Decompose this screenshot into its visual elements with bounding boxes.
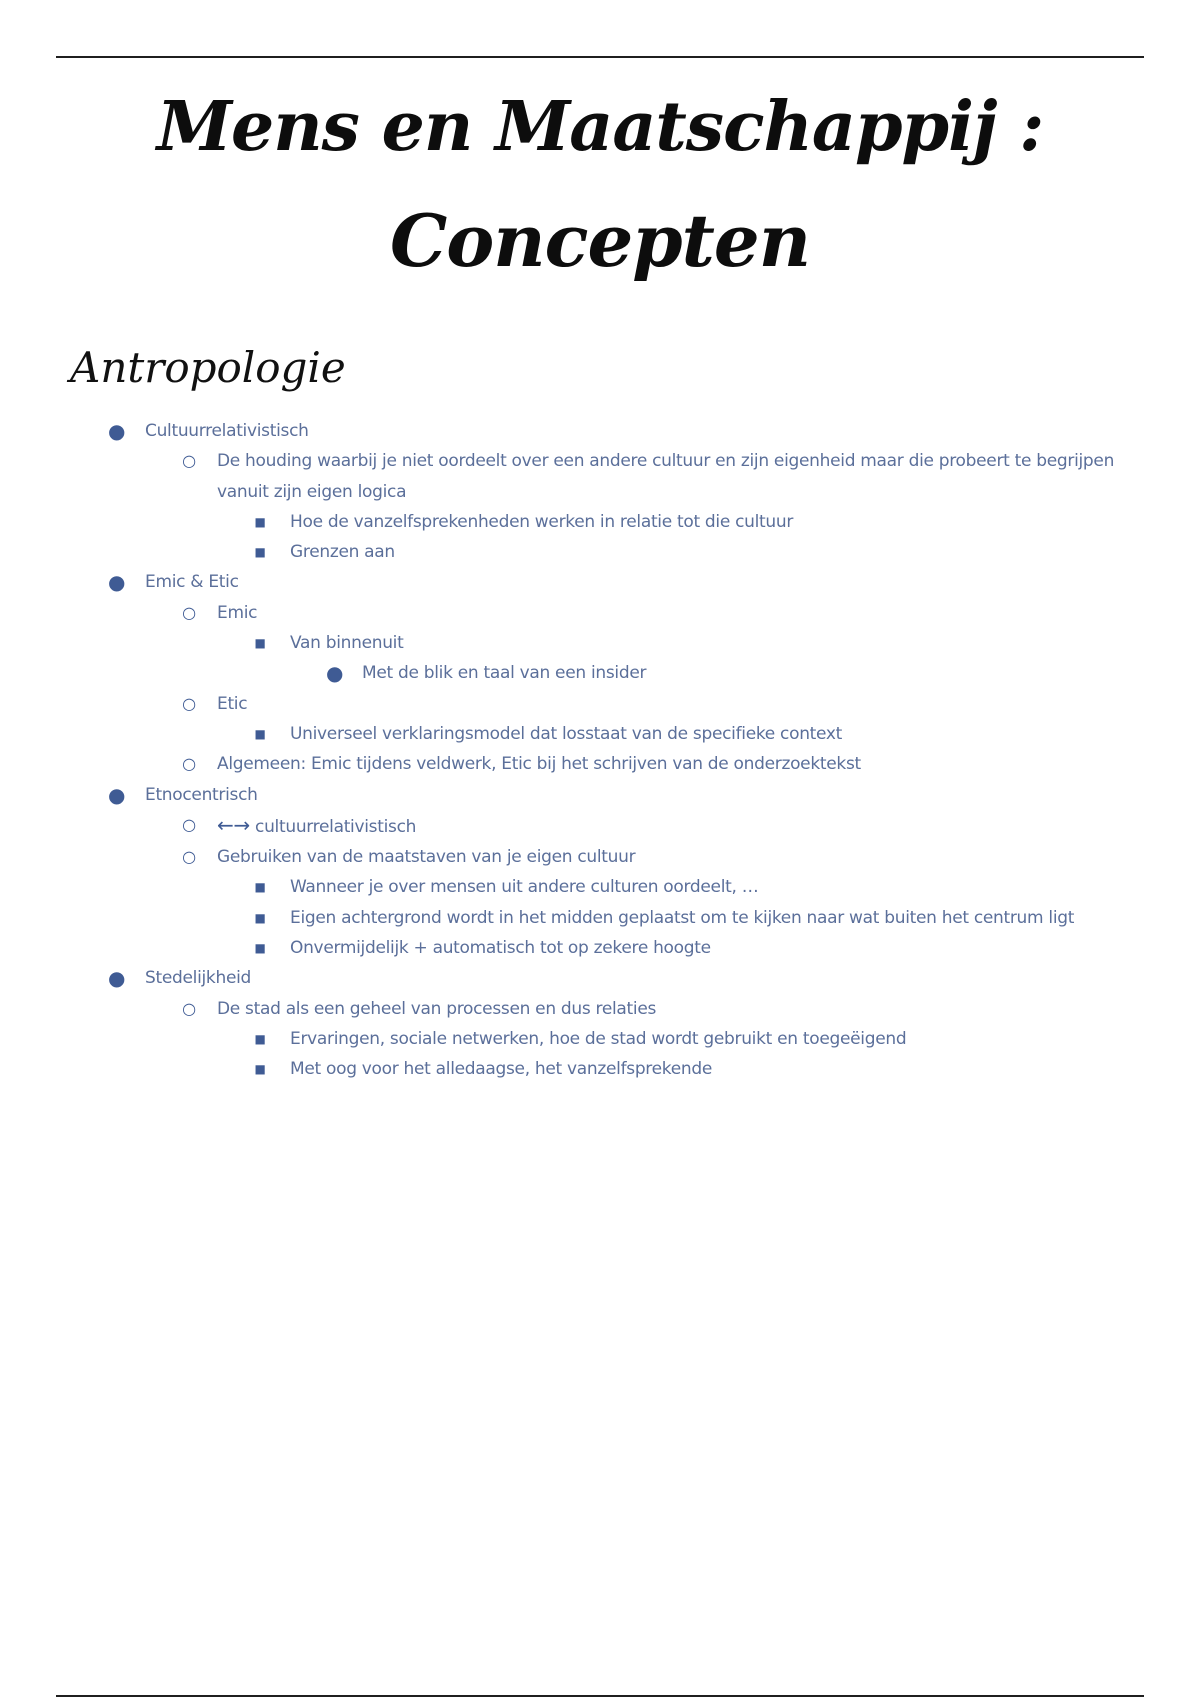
item-text: Eigen achtergrond wordt in het midden geplaatst om te kijken naar wat buiten het centrum ligt bbox=[290, 907, 1075, 928]
filled-circle-bullet-icon: ● bbox=[326, 661, 344, 686]
list-item bbox=[0, 872, 1200, 902]
square-bullet-icon: ■ bbox=[254, 1031, 266, 1046]
item-label: Emic & Etic bbox=[145, 572, 239, 593]
item-text: Universeel verklaringsmodel dat losstaat van de specifieke context bbox=[290, 723, 843, 744]
left-right-arrows-icon: ←→ bbox=[217, 812, 250, 837]
item-text: Onvermijdelijk + automatisch tot op zekere hoogte bbox=[290, 938, 711, 959]
list-item bbox=[0, 598, 1200, 628]
concept-outline bbox=[0, 416, 1200, 1085]
list-item bbox=[0, 903, 1200, 933]
list-item bbox=[0, 719, 1200, 749]
item-label: Cultuurrelativistisch bbox=[145, 421, 309, 441]
item-text: cultuurrelativistisch bbox=[255, 816, 417, 837]
filled-circle-bullet-icon: ● bbox=[108, 419, 126, 443]
item-text: Wanneer je over mensen uit andere culturen oordeelt, … bbox=[290, 877, 759, 898]
item-text: Etic bbox=[217, 693, 248, 714]
hollow-circle-bullet-icon: ○ bbox=[182, 754, 196, 774]
list-item bbox=[0, 628, 1200, 658]
item-text: De stad als een geheel van processen en dus relaties bbox=[217, 998, 657, 1019]
list-item-emic-etic bbox=[0, 567, 1200, 597]
item-label: Stedelijkheid bbox=[145, 968, 252, 989]
item-text: Grenzen aan bbox=[290, 542, 395, 563]
list-item bbox=[0, 933, 1200, 963]
square-bullet-icon: ■ bbox=[254, 941, 266, 956]
item-text: Ervaringen, sociale netwerken, hoe de stad wordt gebruikt en toegeëigend bbox=[290, 1028, 907, 1049]
list-item bbox=[0, 507, 1200, 537]
list-item-stedelijkheid bbox=[0, 963, 1200, 993]
hollow-circle-bullet-icon: ○ bbox=[182, 847, 196, 867]
item-label: Etnocentrisch bbox=[145, 784, 258, 805]
list-item bbox=[0, 658, 1200, 688]
item-text: Algemeen: Emic tijdens veldwerk, Etic bij het schrijven van de onderzoektekst bbox=[217, 754, 861, 775]
filled-circle-bullet-icon: ● bbox=[108, 966, 126, 991]
hollow-circle-bullet-icon: ○ bbox=[182, 602, 196, 622]
item-text: Van binnenuit bbox=[290, 633, 404, 654]
square-bullet-icon: ■ bbox=[254, 1062, 266, 1077]
item-text: Gebruiken van de maatstaven van je eigen cultuur bbox=[217, 847, 636, 868]
section-heading: Antropologie bbox=[70, 343, 346, 392]
list-item bbox=[0, 537, 1200, 567]
page-title-line-1: Mens en Maatschappij : bbox=[156, 87, 1044, 167]
list-item bbox=[0, 749, 1200, 779]
square-bullet-icon: ■ bbox=[254, 910, 266, 925]
top-rule bbox=[56, 56, 1144, 58]
item-text: De houding waarbij je niet oordeelt over een andere cultuur en zijn eigenheid maar die probeert te begrijpen vanuit zijn eigen logica bbox=[217, 451, 1115, 502]
item-text: Met oog voor het alledaagse, het vanzelfsprekende bbox=[290, 1059, 713, 1080]
filled-circle-bullet-icon: ● bbox=[108, 782, 126, 807]
hollow-circle-bullet-icon: ○ bbox=[182, 693, 196, 713]
list-item-cultuurrelativistisch bbox=[0, 416, 1200, 446]
list-item bbox=[0, 689, 1200, 719]
square-bullet-icon: ■ bbox=[254, 636, 266, 651]
filled-circle-bullet-icon: ● bbox=[108, 570, 126, 595]
list-item bbox=[0, 446, 1200, 507]
list-item bbox=[0, 1054, 1200, 1084]
bottom-rule bbox=[56, 1695, 1144, 1697]
item-text: Hoe de vanzelfsprekenheden werken in relatie tot die cultuur bbox=[290, 511, 794, 532]
hollow-circle-bullet-icon: ○ bbox=[182, 998, 196, 1018]
list-item bbox=[0, 810, 1200, 842]
hollow-circle-bullet-icon: ○ bbox=[182, 814, 196, 834]
page-title-line-2: Concepten bbox=[389, 198, 811, 283]
list-item-etnocentrisch bbox=[0, 780, 1200, 810]
square-bullet-icon: ■ bbox=[254, 545, 266, 560]
item-text: Emic bbox=[217, 602, 258, 623]
square-bullet-icon: ■ bbox=[254, 514, 266, 529]
list-item bbox=[0, 842, 1200, 872]
list-item bbox=[0, 994, 1200, 1024]
square-bullet-icon: ■ bbox=[254, 726, 266, 741]
item-text: Met de blik en taal van een insider bbox=[362, 663, 647, 684]
hollow-circle-bullet-icon: ○ bbox=[182, 451, 196, 471]
square-bullet-icon: ■ bbox=[254, 880, 266, 895]
list-item bbox=[0, 1024, 1200, 1054]
